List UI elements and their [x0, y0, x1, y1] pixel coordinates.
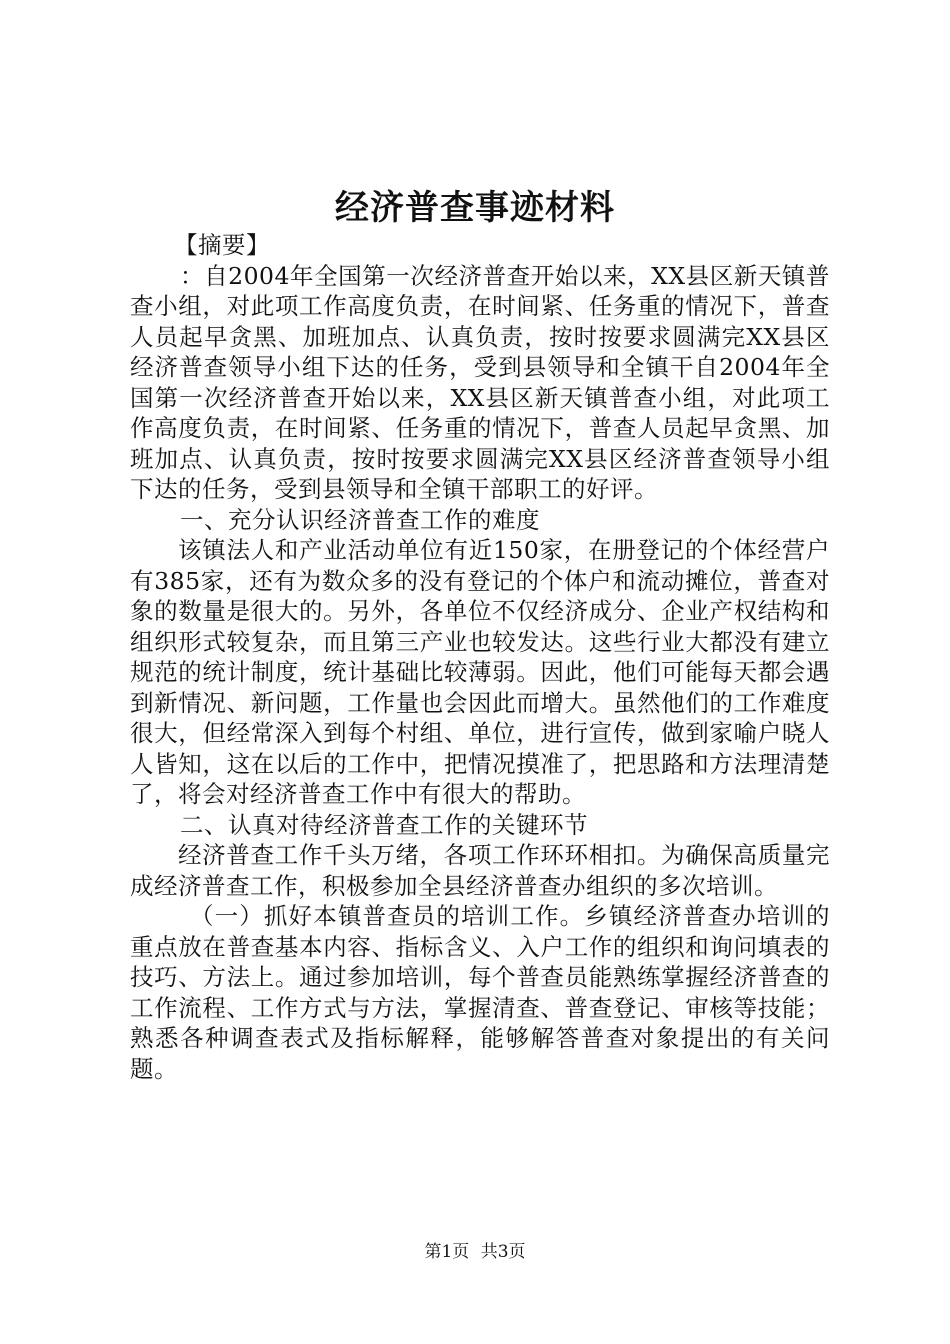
abstract-label: 【摘要】 [174, 231, 270, 259]
section-heading-2: 二、认真对待经济普查工作的关键环节 [180, 810, 588, 839]
abstract-paragraph: ：自2004年全国第一次经济普查开始以来，XX县区新天镇普查小组，对此项工作高度负责，在时间紧、任务重的情况下，普查人员起早贪黑、加班加点、认真负责，按时按要求圆满完XX县区经济普查领导小组下达的任务，受到县领导和全镇干自2004年全国第一次经济普查开始以来，XX县区新天镇普查小组，对此项工作高度负责，在时间紧、任务重的情况下，普查人员起早贪黑、加班加点、认真负责，按时按要求圆满完XX县区经济普查领导小组下达的任务，受到县领导和全镇干部职工的好评。 [130, 261, 830, 503]
body-paragraph: 经济普查工作千头万绪，各项工作环环相扣。为确保高质量完成经济普查工作，积极参加全县经济普查办组织的多次培训。 [130, 841, 830, 900]
page-total: 共3页 [480, 1242, 526, 1262]
page-title: 经济普查事迹材料 [335, 188, 615, 228]
page-number: 第1页 [424, 1242, 470, 1262]
page-footer [0, 1240, 950, 1264]
document-body [130, 230, 830, 1084]
body-paragraph: 该镇法人和产业活动单位有近150家，在册登记的个体经营户有385家，还有为数众多的没有登记的个体户和流动摊位，普查对象的数量是很大的。另外，各单位不仅经济成分、企业产权结构和组织形式较复杂，而且第三产业也较发达。这些行业大都没有建立规范的统计制度，统计基础比较薄弱。因此，他们可能每天都会遇到新情况、新问题，工作量也会因此而增大。虽然他们的工作难度很大，但经常深入到每个村组、单位，进行宣传，做到家喻户晓人人皆知，这在以后的工作中，把情况摸准了，把思路和方法理清楚了，将会对经济普查工作中有很大的帮助。 [130, 536, 830, 808]
section-heading-1: 一、充分认识经济普查工作的难度 [180, 505, 540, 534]
body-paragraph: （一）抓好本镇普查员的培训工作。乡镇经济普查办培训的重点放在普查基本内容、指标含义、入户工作的组织和询问填表的技巧、方法上。通过参加培训，每个普查员能熟练掌握经济普查的工作流程、工作方式与方法，掌握清查、普查登记、审核等技能；熟悉各种调查表式及指标解释，能够解答普查对象提出的有关问题。 [130, 902, 830, 1083]
